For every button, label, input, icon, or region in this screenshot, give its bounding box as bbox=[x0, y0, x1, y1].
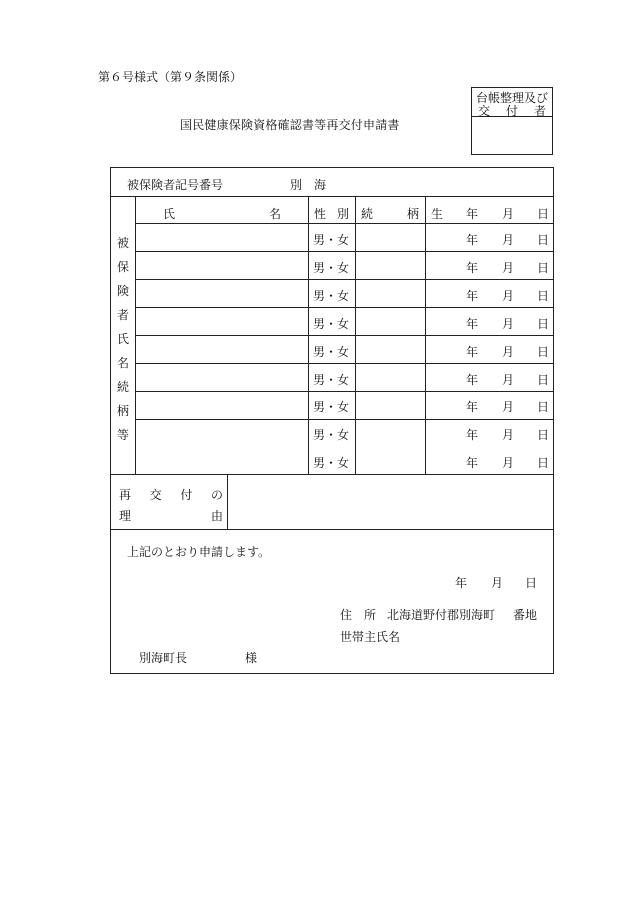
relation-field[interactable] bbox=[356, 447, 424, 473]
form-number: 第６号様式（第９条関係） bbox=[98, 70, 243, 84]
table-row bbox=[111, 390, 553, 418]
birth-year-label: 年 bbox=[466, 400, 479, 415]
table-row bbox=[111, 223, 553, 251]
name-field[interactable] bbox=[136, 447, 307, 473]
col-header-sex-1: 性 bbox=[314, 207, 327, 221]
birth-year-label: 年 bbox=[466, 260, 479, 275]
relation-field[interactable] bbox=[356, 364, 424, 390]
name-field[interactable] bbox=[136, 419, 307, 445]
form-title: 国民健康保険資格確認書等再交付申請書 bbox=[180, 118, 400, 132]
table-row bbox=[111, 279, 553, 307]
householder-label: 世帯主氏名 bbox=[340, 630, 401, 644]
birth-month-label: 月 bbox=[502, 428, 515, 443]
sex-selector[interactable]: 男・女 bbox=[312, 456, 349, 471]
birth-year-label: 年 bbox=[466, 233, 479, 247]
sex-selector[interactable]: 男・女 bbox=[312, 288, 349, 303]
insured-number-prefix: 別 海 bbox=[290, 178, 327, 192]
side-label-char: 柄 bbox=[116, 404, 129, 418]
col-header-birth-day: 日 bbox=[537, 207, 550, 221]
birth-month-label: 月 bbox=[502, 288, 515, 303]
birth-year-label: 年 bbox=[466, 288, 479, 303]
sex-selector[interactable]: 男・女 bbox=[312, 344, 349, 359]
birth-day-label: 日 bbox=[537, 456, 550, 471]
date-year: 年 bbox=[455, 576, 468, 590]
insured-number-label: 被保険者記号番号 bbox=[127, 178, 224, 192]
table-row bbox=[111, 251, 553, 279]
col-header-relation-2: 柄 bbox=[407, 207, 420, 221]
registry-char: 交 bbox=[478, 104, 491, 118]
date-month: 月 bbox=[491, 576, 504, 590]
col-header-relation-1: 続 bbox=[361, 207, 374, 221]
addressee-name: 別海町長 bbox=[139, 651, 188, 665]
sex-selector[interactable]: 男・女 bbox=[312, 233, 349, 247]
reason-char: 付 bbox=[180, 488, 193, 502]
birth-day-label: 日 bbox=[537, 316, 550, 331]
registry-stamp-area[interactable] bbox=[472, 117, 552, 154]
householder-name-field[interactable] bbox=[403, 624, 551, 644]
side-label-char: 等 bbox=[116, 428, 129, 442]
name-field[interactable] bbox=[136, 224, 307, 250]
table-row bbox=[111, 418, 553, 446]
birth-month-label: 月 bbox=[502, 260, 515, 275]
registry-char: 付 bbox=[505, 104, 518, 118]
side-label-char: 氏 bbox=[116, 332, 129, 346]
birth-day-label: 日 bbox=[537, 233, 550, 247]
side-label-char: 続 bbox=[116, 380, 129, 394]
reason-field[interactable] bbox=[229, 476, 551, 528]
sex-selector[interactable]: 男・女 bbox=[312, 372, 349, 387]
side-label-char: 険 bbox=[116, 284, 129, 298]
relation-field[interactable] bbox=[356, 252, 424, 278]
date-day: 日 bbox=[525, 576, 538, 590]
registry-label-line1: 台帳整理及び bbox=[476, 91, 549, 105]
side-label-char: 者 bbox=[116, 308, 129, 322]
relation-field[interactable] bbox=[356, 336, 424, 362]
reason-char: 交 bbox=[149, 488, 162, 502]
birth-day-label: 日 bbox=[537, 400, 550, 415]
name-field[interactable] bbox=[136, 364, 307, 390]
table-row bbox=[111, 446, 553, 474]
registry-char: 者 bbox=[533, 104, 546, 118]
birth-month-label: 月 bbox=[502, 233, 515, 247]
reason-char: 再 bbox=[119, 488, 132, 502]
table-row bbox=[111, 363, 553, 391]
birth-month-label: 月 bbox=[502, 344, 515, 359]
side-label-char: 被 bbox=[116, 236, 129, 250]
birth-day-label: 日 bbox=[537, 288, 550, 303]
relation-field[interactable] bbox=[356, 280, 424, 306]
name-field[interactable] bbox=[136, 280, 307, 306]
col-header-name-2: 名 bbox=[269, 207, 282, 221]
birth-month-label: 月 bbox=[502, 400, 515, 415]
col-header-birth-month: 月 bbox=[502, 207, 515, 221]
birth-year-label: 年 bbox=[466, 316, 479, 331]
declaration-text: 上記のとおり申請します。 bbox=[127, 545, 271, 559]
registry-box-header bbox=[472, 88, 552, 117]
name-field[interactable] bbox=[136, 308, 307, 334]
sex-selector[interactable]: 男・女 bbox=[312, 428, 349, 443]
birth-year-label: 年 bbox=[466, 456, 479, 471]
relation-field[interactable] bbox=[356, 224, 424, 250]
name-field[interactable] bbox=[136, 391, 307, 417]
reason-label-line2 bbox=[119, 507, 223, 524]
relation-field[interactable] bbox=[356, 391, 424, 417]
application-form bbox=[110, 167, 554, 674]
birth-year-label: 年 bbox=[466, 372, 479, 387]
relation-field[interactable] bbox=[356, 308, 424, 334]
sex-selector[interactable]: 男・女 bbox=[312, 260, 349, 275]
table-row bbox=[111, 335, 553, 363]
birth-day-label: 日 bbox=[537, 372, 550, 387]
birth-month-label: 月 bbox=[502, 316, 515, 331]
address-value: 北海道野付郡別海町 bbox=[387, 608, 496, 622]
name-field[interactable] bbox=[136, 252, 307, 278]
birth-month-label: 月 bbox=[502, 372, 515, 387]
col-header-birth-1: 生 bbox=[431, 207, 444, 221]
col-header-name-1: 氏 bbox=[163, 207, 176, 221]
birth-day-label: 日 bbox=[537, 260, 550, 275]
address-label: 住 所 bbox=[340, 608, 377, 622]
birth-year-label: 年 bbox=[466, 428, 479, 443]
reason-char: 由 bbox=[210, 509, 223, 523]
birth-day-label: 日 bbox=[537, 428, 550, 443]
reason-char: 理 bbox=[119, 509, 132, 523]
addressee-honorific: 様 bbox=[245, 651, 258, 665]
col-header-sex-2: 別 bbox=[337, 207, 350, 221]
side-label-char: 保 bbox=[116, 260, 129, 274]
name-field[interactable] bbox=[136, 336, 307, 362]
table-row bbox=[111, 307, 553, 335]
reason-label-line1 bbox=[119, 486, 223, 503]
insured-number-field[interactable] bbox=[341, 169, 551, 195]
birth-year-label: 年 bbox=[466, 344, 479, 359]
sex-selector[interactable]: 男・女 bbox=[312, 316, 349, 331]
birth-day-label: 日 bbox=[537, 344, 550, 359]
address-suffix: 番地 bbox=[513, 608, 538, 622]
relation-field[interactable] bbox=[356, 419, 424, 445]
registry-box bbox=[471, 87, 553, 155]
side-label-char: 名 bbox=[116, 356, 129, 370]
reason-char: の bbox=[210, 488, 223, 502]
col-header-birth-year: 年 bbox=[466, 207, 479, 221]
birth-month-label: 月 bbox=[502, 456, 515, 471]
sex-selector[interactable]: 男・女 bbox=[312, 400, 349, 415]
